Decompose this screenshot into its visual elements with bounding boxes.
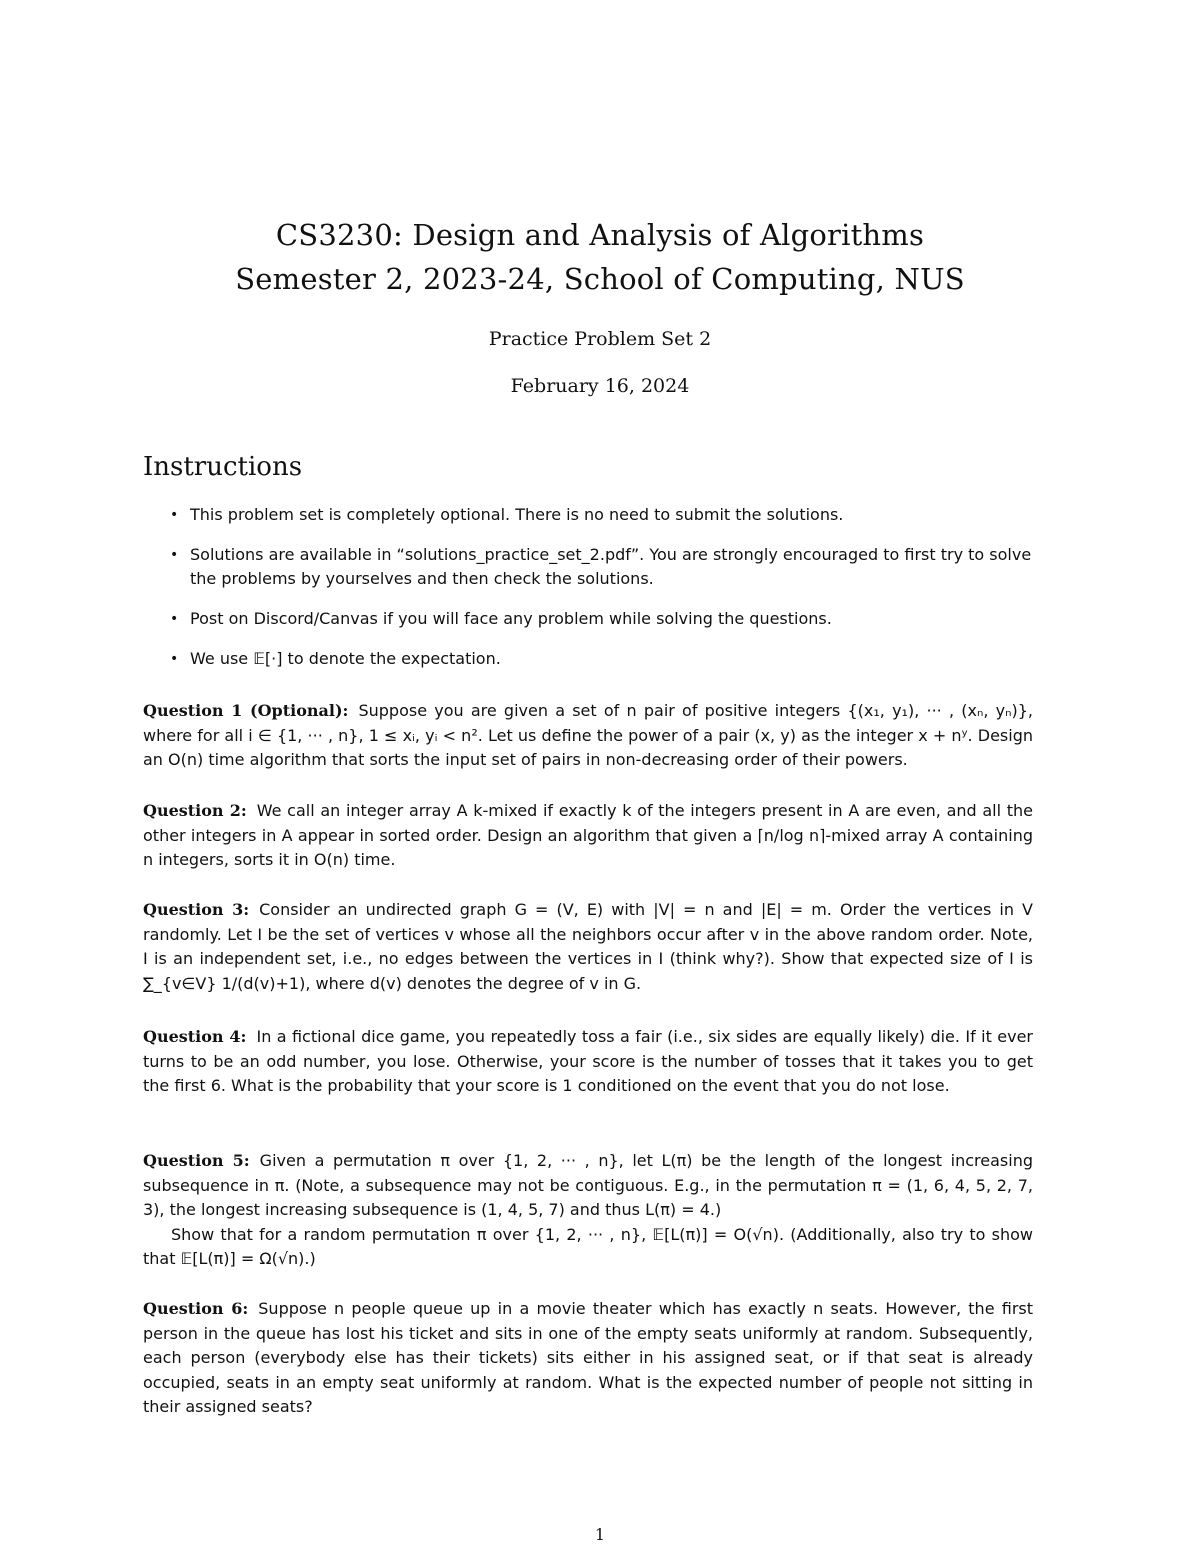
question-6 xyxy=(143,1297,1033,1420)
question-text: In a fictional dice game, you repeatedly toss a fair (i.e., six sides are equally likely) die. If it ever turns to be an odd number, you lose. Otherwise, your score is the number of tosses that it takes you to get the first 6. What is the probability that your score is 1 conditioned on the event that you do not lose. xyxy=(143,1027,1034,1095)
document-date: February 16, 2024 xyxy=(510,375,690,397)
instructions-heading: Instructions xyxy=(143,452,303,482)
page-number: 1 xyxy=(594,1525,606,1544)
instruction-item xyxy=(170,607,1040,631)
question-label: Question 2: xyxy=(143,801,247,820)
question-label: Question 6: xyxy=(143,1299,249,1318)
question-1 xyxy=(143,699,1033,773)
bullet-icon: • xyxy=(170,651,179,667)
question-text: Suppose you are given a set of n pair of positive integers {(x₁, y₁), ··· , (xₙ, yₙ)}, where for all i ∈ {1, ··· , n}, 1 ≤ xᵢ, yᵢ < n². Let us define the power of a pair (x, y) as the integer x + nʸ. Design an O(n) time algorithm that sorts the input set of pairs in non-decreasing order of their powers. xyxy=(143,701,1034,769)
question-text: Given a permutation π over {1, 2, ··· , n}, let L(π) be the length of the longest increasing subsequence in π. (Note, a subsequence may not be contiguous. E.g., in the permutation π = (1, 6, 4, 5, 2, 7, 3), the longest increasing subsequence is (1, 4, 5, 7) and thus L(π) = 4.) xyxy=(143,1151,1034,1219)
bullet-icon: • xyxy=(170,547,179,563)
question-label: Question 5: xyxy=(143,1151,250,1170)
question-text: We call an integer array A k-mixed if exactly k of the integers present in A are even, and all the other integers in A appear in sorted order. Design an algorithm that given a ⌈n/log n⌉-mixed array A containing n integers, sorts it in O(n) time. xyxy=(143,801,1034,869)
question-3 xyxy=(143,898,1033,996)
instruction-item xyxy=(170,503,1040,527)
question-5 xyxy=(143,1149,1033,1272)
bullet-icon: • xyxy=(170,507,179,523)
semester-line: Semester 2, 2023-24, School of Computing, NUS xyxy=(235,262,965,296)
instruction-text: Post on Discord/Canvas if you will face any problem while solving the questions. xyxy=(190,609,832,628)
instruction-text: We use 𝔼[·] to denote the expectation. xyxy=(190,649,501,668)
instruction-item xyxy=(170,543,1040,591)
question-label: Question 4: xyxy=(143,1027,247,1046)
question-text-continued: Show that for a random permutation π over {1, 2, ··· , n}, 𝔼[L(π)] = O(√n). (Additionally, also try to show that 𝔼[L(π)] = Ω(√n).) xyxy=(143,1224,1033,1268)
question-label: Question 1 (Optional): xyxy=(143,701,349,720)
question-text: Consider an undirected graph G = (V, E) with |V| = n and |E| = m. Order the vertices in V randomly. Let I be the set of vertices v whose all the neighbors occur after v in the above random order. Note, I is an independent set, i.e., no edges between the vertices in I (think why?). Show that expected size of I is ∑_{v∈V} 1/(d(v)+1), where d(v) denotes the degree of v in G. xyxy=(143,900,1034,993)
instruction-text: This problem set is completely optional. There is no need to submit the solutions. xyxy=(190,505,844,524)
course-title: CS3230: Design and Analysis of Algorithms xyxy=(275,218,925,252)
instruction-text: Solutions are available in “solutions_practice_set_2.pdf”. You are strongly encouraged to first try to solve the problems by yourselves and then check the solutions. xyxy=(190,545,1032,588)
question-2 xyxy=(143,799,1033,873)
question-4 xyxy=(143,1025,1033,1099)
instructions-list xyxy=(170,503,1040,687)
problem-set-name: Practice Problem Set 2 xyxy=(488,328,712,350)
question-text: Suppose n people queue up in a movie theater which has exactly n seats. However, the first person in the queue has lost his ticket and sits in one of the empty seats uniformly at random. Subsequently, each person (everybody else has their tickets) sits either in his assigned seat, or if that seat is already occupied, seats in an empty seat uniformly at random. What is the expected number of people not sitting in their assigned seats? xyxy=(143,1299,1034,1416)
instruction-item xyxy=(170,647,1040,671)
question-label: Question 3: xyxy=(143,900,250,919)
bullet-icon: • xyxy=(170,611,179,627)
